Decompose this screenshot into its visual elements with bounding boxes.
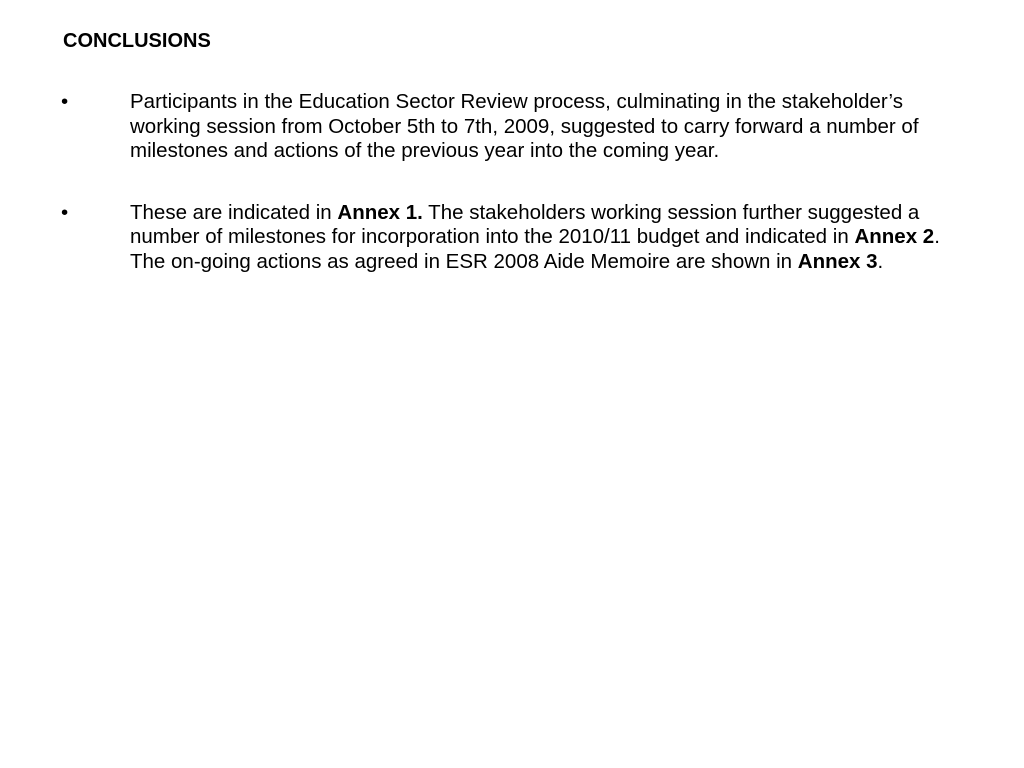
bullet-segment: Participants in the Education Sector Review process, culminating in the stakeholder’s working session from October 5th to 7th, 2009, suggested to carry forward a number of milestones and actions of the previous year into the coming year.: [130, 90, 919, 163]
bullet-icon: •: [61, 90, 69, 113]
annex-1-reference: Annex 1.: [337, 200, 423, 224]
bullet-segment: The stakeholders working session further suggested a number of milestones for incorporation into the 2010/11 budget and indicated in: [130, 200, 920, 249]
bullet-text: [130, 201, 960, 275]
bullet-segment: These are indicated in: [130, 200, 338, 224]
bullet-text: [130, 90, 960, 164]
slide-title: CONCLUSIONS: [63, 30, 211, 52]
bullet-segment: .: [877, 249, 884, 273]
annex-2-reference: Annex 2: [854, 225, 935, 249]
bullet-icon: •: [61, 200, 69, 224]
bullet-list: [0, 90, 1024, 312]
bullet-item: [0, 201, 1024, 275]
bullet-segment: . The on-going actions as agreed in ESR 2008 Aide Memoire are shown in: [130, 225, 940, 273]
annex-3-reference: Annex 3: [797, 249, 878, 273]
bullet-item: [0, 90, 1024, 164]
